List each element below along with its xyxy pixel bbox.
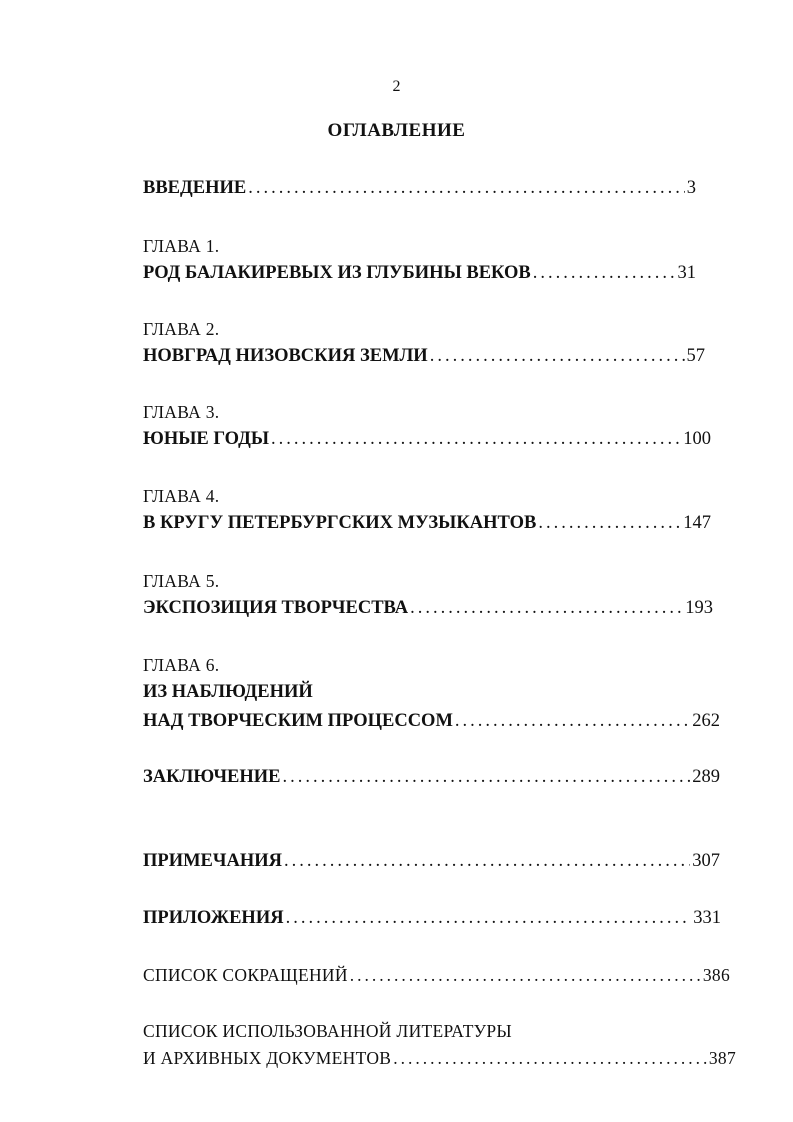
- dot-leader: [286, 905, 692, 931]
- toc-entry-title: ЭКСПОЗИЦИЯ ТВОРЧЕСТВА: [143, 598, 409, 618]
- chapter-2-label: ГЛАВА 2.: [143, 319, 220, 339]
- toc-entry-title: ПРИЛОЖЕНИЯ: [143, 908, 284, 928]
- chapter-6-label: ГЛАВА 6.: [143, 655, 220, 675]
- toc-entry-page: 100: [683, 429, 711, 449]
- dot-leader: [350, 962, 701, 988]
- toc-entry-chapter-6: [143, 708, 720, 734]
- toc-entry-bibliography: [143, 1045, 736, 1071]
- dot-leader: [533, 260, 676, 286]
- dot-leader: [430, 343, 685, 369]
- page-number: 2: [392, 78, 401, 95]
- toc-entry-page: 193: [685, 598, 713, 618]
- toc-entry-title: ПРИМЕЧАНИЯ: [143, 851, 282, 871]
- toc-entry-page: 331: [693, 908, 721, 928]
- toc-entry-page: 262: [692, 711, 720, 731]
- toc-entry-page: 57: [686, 346, 705, 366]
- toc-entry-chapter-4: [143, 510, 711, 536]
- dot-leader: [284, 848, 690, 874]
- toc-entry-chapter-1: [143, 260, 696, 286]
- toc-entry-title: ЮНЫЕ ГОДЫ: [143, 429, 270, 449]
- toc-entry-title: В КРУГУ ПЕТЕРБУРГСКИХ МУЗЫКАНТОВ: [143, 513, 537, 533]
- toc-entry-conclusion: [143, 764, 720, 790]
- toc-entry-chapter-2: [143, 343, 705, 369]
- toc-entry-page: 31: [677, 263, 696, 283]
- toc-entry-title: ЗАКЛЮЧЕНИЕ: [143, 767, 281, 787]
- dot-leader: [455, 708, 690, 734]
- toc-entry-bibliography-line1: СПИСОК ИСПОЛЬЗОВАННОЙ ЛИТЕРАТУРЫ: [143, 1021, 512, 1041]
- toc-entry-abbreviations: [143, 962, 730, 988]
- toc-entry-title: РОД БАЛАКИРЕВЫХ ИЗ ГЛУБИНЫ ВЕКОВ: [143, 263, 531, 283]
- toc-entry-intro: [143, 175, 696, 201]
- toc-entry-title: НАД ТВОРЧЕСКИМ ПРОЦЕССОМ: [143, 711, 453, 731]
- toc-entry-page: 386: [702, 965, 730, 985]
- chapter-3-label: ГЛАВА 3.: [143, 402, 220, 422]
- toc-title: ОГЛАВЛЕНИЕ: [327, 120, 466, 141]
- dot-leader: [393, 1045, 707, 1071]
- toc-entry-title: ВВЕДЕНИЕ: [143, 178, 247, 198]
- dot-leader: [410, 595, 683, 621]
- dot-leader: [248, 175, 685, 201]
- toc-entry-chapter-3: [143, 426, 711, 452]
- chapter-5-label: ГЛАВА 5.: [143, 571, 220, 591]
- toc-entry-page: 147: [683, 513, 711, 533]
- toc-entry-chapter-5: [143, 595, 713, 621]
- dot-leader: [271, 426, 681, 452]
- toc-entry-chapter-6-title-line1: ИЗ НАБЛЮДЕНИЙ: [143, 682, 313, 702]
- chapter-1-label: ГЛАВА 1.: [143, 236, 220, 256]
- dot-leader: [283, 764, 691, 790]
- toc-entry-title: СПИСОК СОКРАЩЕНИЙ: [143, 965, 348, 985]
- toc-entry-page: 3: [686, 178, 696, 198]
- toc-entry-appendices: [143, 905, 721, 931]
- toc-entry-title: И АРХИВНЫХ ДОКУМЕНТОВ: [143, 1048, 392, 1068]
- dot-leader: [538, 510, 681, 536]
- toc-entry-page: 289: [692, 767, 720, 787]
- toc-entry-page: 387: [708, 1048, 736, 1068]
- chapter-4-label: ГЛАВА 4.: [143, 486, 220, 506]
- toc-entry-title: НОВГРАД НИЗОВСКИЯ ЗЕМЛИ: [143, 346, 428, 366]
- toc-entry-notes: [143, 848, 720, 874]
- toc-entry-page: 307: [692, 851, 720, 871]
